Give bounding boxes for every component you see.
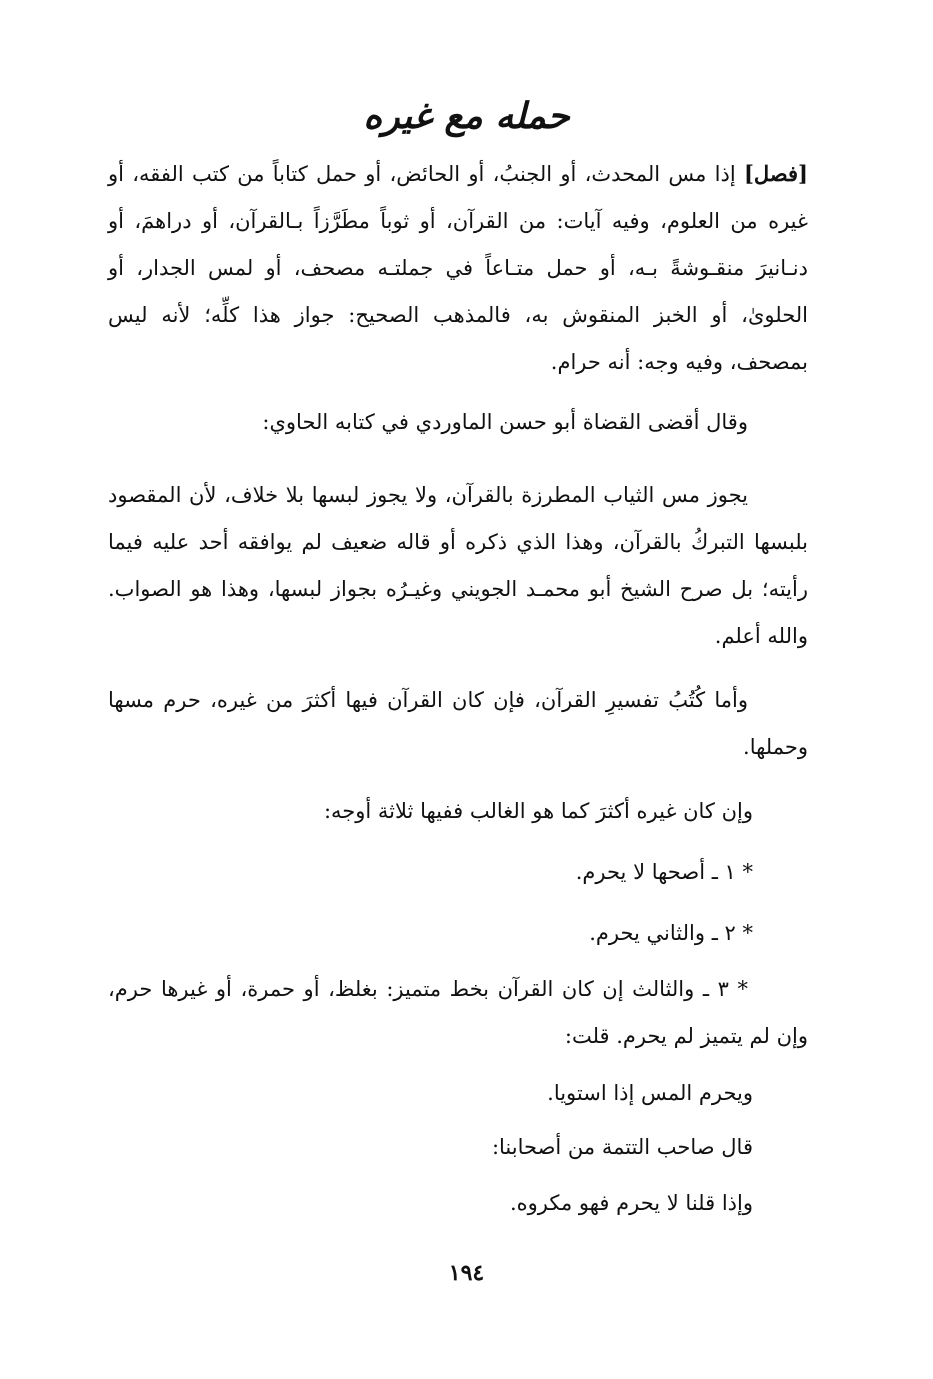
list-item-view-2: * ٢ ـ والثاني يحرم. bbox=[589, 921, 753, 945]
paragraph-fasl-text: إذا مس المحدث، أو الجنبُ، أو الحائض، أو حمل كتاباً من كتب الفقه، أو غيره من العلوم، وفيه آيات: من القرآن، أو ثوباً مطَرَّزاً بـالقرآن، أو دراهمَ، أو دنـانيرَ منقـوشةً بـه، أو حمل متـاعاً في جملتـه مصحف، أو لمس الجدار، أو الحلوىٰ، أو الخبز المنقوش به، فالمذهب الصحيح: جواز هذا كلِّه؛ لأنه ليس بمصحف، وفيه وجه: أنه حرام. bbox=[108, 162, 808, 374]
paragraph-makruh: وإذا قلنا لا يحرم فهو مكروه. bbox=[509, 1191, 753, 1215]
list-item-view-1: * ١ ـ أصحها لا يحرم. bbox=[575, 860, 753, 884]
section-title: حمله مع غيره bbox=[363, 95, 570, 137]
paragraph-tatimma-intro: قال صاحب التتمة من أصحابنا: bbox=[491, 1135, 753, 1159]
paragraph-mawardi-intro: وقال أقضى القضاة أبو حسن الماوردي في كتابه الحاوي: bbox=[262, 410, 748, 434]
fasl-label: [فصل] bbox=[743, 161, 808, 186]
paragraph-three-views: وإن كان غيره أكثرَ كما هو الغالب ففيها ثلاثة أوجه: bbox=[323, 799, 753, 823]
list-item-view-3: * ٣ ـ والثالث إن كان القرآن بخط متميز: بغلظ، أو حمرة، أو غيرها حرم، وإن لم يتميز لم يحرم. قلت: bbox=[108, 977, 808, 1048]
paragraph-equal-case: ويحرم المس إذا استويا. bbox=[547, 1081, 753, 1105]
paragraph-mawardi-quote: يجوز مس الثياب المطرزة بالقرآن، ولا يجوز لبسها بلا خلاف، لأن المقصود بلبسها التبركُ بالقرآن، وهذا الذي ذكره أو قاله ضعيف لم يوافقه أحد عليه فيما رأيته؛ بل صرح الشيخ أبو محمـد الجويني وغيـرُه بجواز لبسها، وهذا هو الصواب. والله أعلم. bbox=[108, 483, 808, 648]
page-number: ١٩٤ bbox=[448, 1260, 485, 1286]
paragraph-tafsir: وأما كُتُبُ تفسيرِ القرآن، فإن كان القرآن فيها أكثرَ من غيره، حرم مسها وحملها. bbox=[108, 688, 808, 759]
paragraph-fasl bbox=[108, 150, 808, 386]
